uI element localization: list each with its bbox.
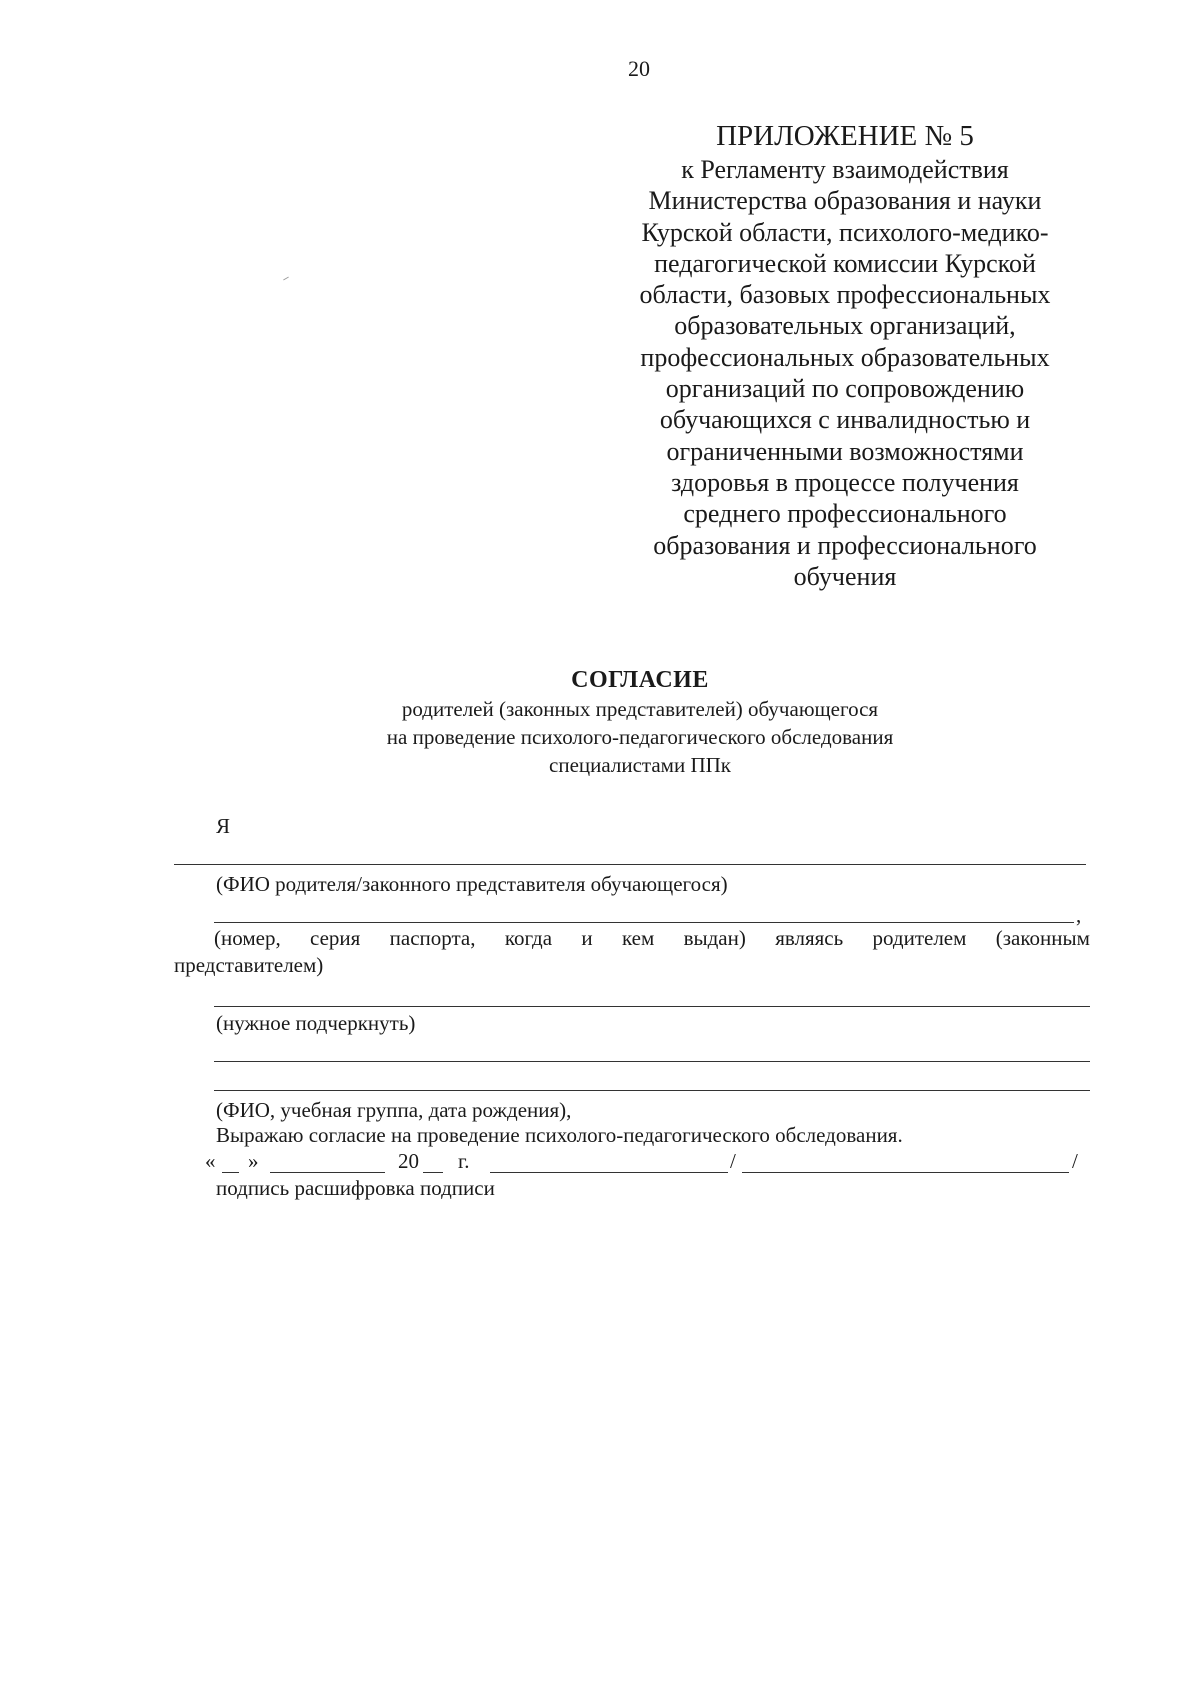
- appendix-header: [590, 118, 1100, 592]
- page-number: 20: [628, 56, 650, 81]
- passport-caption-word: когда: [504, 926, 553, 950]
- passport-caption-word: серия: [310, 926, 361, 950]
- appendix-line: к Регламенту взаимодействия: [681, 155, 1009, 184]
- signature-decode-line: [742, 1172, 1069, 1173]
- passport-caption-word: являясь: [775, 926, 844, 950]
- passport-caption-row: [214, 925, 1090, 951]
- passport-caption-word: и: [581, 926, 593, 950]
- student-caption: (ФИО, учебная группа, дата рождения),: [216, 1098, 572, 1122]
- date-close-quote: »: [248, 1149, 259, 1173]
- passport-caption: [214, 925, 1090, 951]
- appendix-line: Курской области, психолого-медико-: [641, 217, 1049, 247]
- student-line-2: [214, 1090, 1090, 1091]
- appendix-title: ПРИЛОЖЕНИЕ № 5: [716, 120, 974, 152]
- i-label: Я: [216, 814, 231, 838]
- representative-line: [214, 1006, 1090, 1007]
- signature-end-slash: /: [1072, 1149, 1078, 1173]
- date-year-prefix: 20: [398, 1149, 419, 1173]
- appendix-line: среднего профессионального: [683, 499, 1007, 529]
- passport-caption-continuation: представителем): [174, 953, 324, 977]
- passport-line: [214, 922, 1074, 923]
- date-month-line: [270, 1172, 385, 1173]
- consent-subtitle-line: на проведение психолого-педагогического обследования: [386, 725, 894, 749]
- date-open-quote: «: [205, 1149, 216, 1173]
- date-year-line: [423, 1172, 443, 1173]
- consent-title: СОГЛАСИЕ: [571, 667, 709, 693]
- appendix-line: педагогической комиссии Курской: [654, 248, 1036, 278]
- passport-line-comma: ,: [1076, 903, 1082, 927]
- appendix-line: профессиональных образовательных: [640, 342, 1050, 372]
- passport-caption-word: (законным: [995, 926, 1090, 950]
- consent-subtitle-line: родителей (законных представителей) обучающегося: [401, 697, 879, 721]
- date-day-line: [222, 1172, 239, 1173]
- passport-caption-word: родителем: [872, 926, 967, 950]
- stray-mark: [283, 277, 289, 281]
- passport-caption-word: кем: [621, 926, 655, 950]
- signature-caption: подпись расшифровка подписи: [216, 1176, 495, 1200]
- signature-line: [490, 1172, 728, 1173]
- appendix-line: области, базовых профессиональных: [639, 280, 1051, 310]
- passport-caption-word: выдан): [683, 926, 746, 950]
- passport-caption-word: (номер,: [214, 926, 281, 950]
- appendix-line: образования и профессионального: [653, 530, 1037, 560]
- appendix-line: ограниченными возможностями: [666, 436, 1024, 466]
- consent-subtitle-line: специалистами ППк: [549, 753, 731, 777]
- date-year-suffix: г.: [458, 1149, 470, 1173]
- appendix-line: образовательных организаций,: [674, 311, 1016, 341]
- passport-caption-word: паспорта,: [389, 926, 476, 950]
- appendix-line: организаций по сопровождению: [665, 374, 1025, 404]
- student-line-1: [214, 1061, 1090, 1062]
- consent-heading: [300, 665, 980, 779]
- parent-fio-line: [174, 864, 1086, 865]
- underline-caption: (нужное подчеркнуть): [216, 1011, 416, 1035]
- appendix-line: обучения: [793, 561, 897, 591]
- parent-fio-caption: (ФИО родителя/законного представителя обучающегося): [216, 872, 728, 896]
- agreement-text: Выражаю согласие на проведение психолого-педагогического обследования.: [216, 1123, 903, 1147]
- appendix-line: Министерства образования и науки: [648, 186, 1042, 216]
- appendix-line: обучающихся с инвалидностью и: [659, 405, 1031, 435]
- appendix-line: здоровья в процессе получения: [671, 467, 1019, 497]
- signature-slash: /: [730, 1149, 736, 1173]
